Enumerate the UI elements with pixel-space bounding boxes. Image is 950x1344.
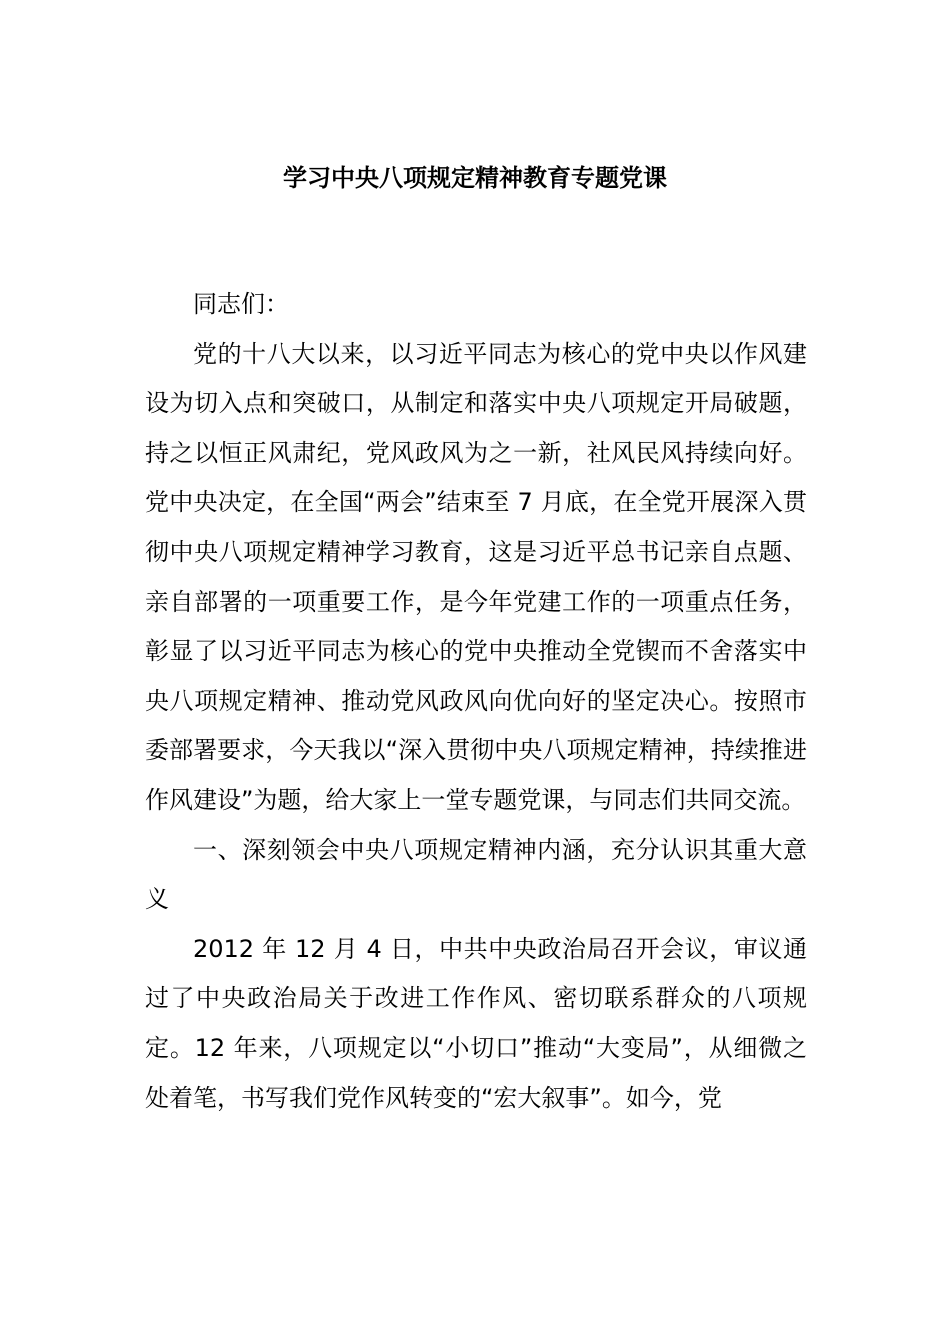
salutation-paragraph: 同志们： [193, 290, 289, 318]
section-heading-1: 一、深刻领会中央八项规定精神内涵，充分认识其重大意义 [145, 835, 807, 914]
section-1-paragraph: 2012 年 12 月 4 日，中共中央政治局召开会议，审议通过了中央政治局关于改进工作作风、密切联系群众的八项规定。12 年来，八项规定以“小切口”推动“大变局”，从细微之处着笔，书写我们党作风转变的“宏大叙事”。如今，党 [145, 934, 807, 1112]
document-body [145, 280, 807, 1123]
document-title: 学习中央八项规定精神教育专题党课 [283, 164, 667, 192]
intro-paragraph: 党的十八大以来，以习近平同志为核心的党中央以作风建设为切入点和突破口，从制定和落实中央八项规定开局破题，持之以恒正风肃纪，党风政风为之一新，社风民风持续向好。党中央决定，在全国“两会”结束至 7 月底，在全党开展深入贯彻中央八项规定精神学习教育，这是习近平总书记亲自点题、亲自部署的一项重要工作，是今年党建工作的一项重点任务，彰显了以习近平同志为核心的党中央推动全党锲而不舍落实中央八项规定精神、推动党风政风向优向好的坚定决心。按照市委部署要求，今天我以“深入贯彻中央八项规定精神，持续推进作风建设”为题，给大家上一堂专题党课，与同志们共同交流。 [145, 339, 807, 814]
